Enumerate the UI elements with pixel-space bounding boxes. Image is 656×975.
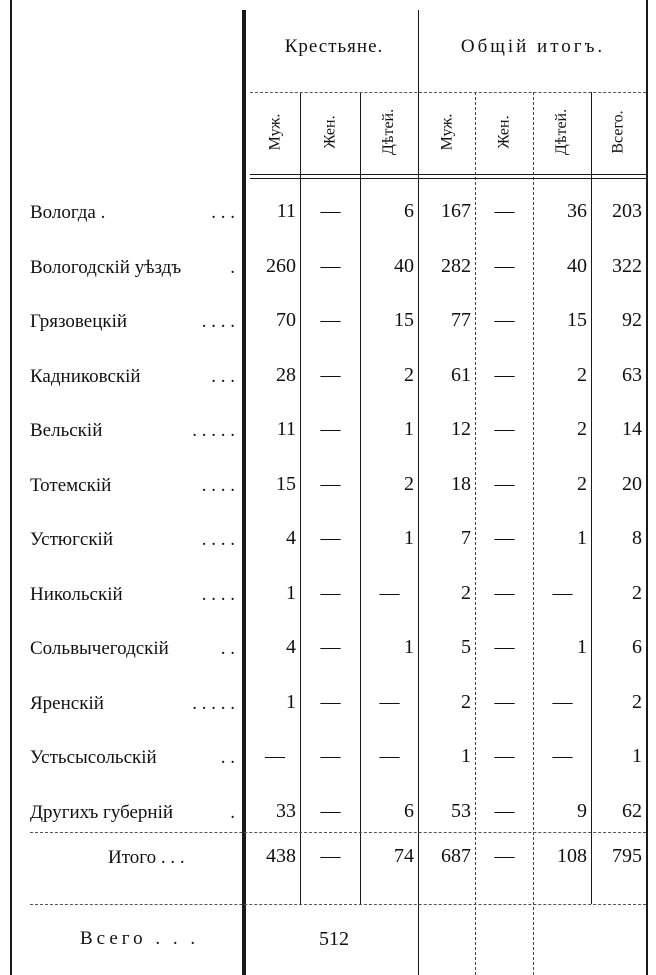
table-cell: 12 (451, 418, 471, 440)
row-label-dots: . . . . (201, 584, 235, 605)
table-cell: 33 (276, 800, 296, 822)
col-header-grand-total: Всего. (609, 110, 627, 154)
table-cell: 36 (567, 200, 587, 222)
table-cell: 1 (286, 582, 296, 604)
table-cell: 92 (622, 309, 642, 331)
table-cell-empty: — (494, 582, 515, 604)
table-cell: 8 (632, 527, 642, 549)
table-cell: 687 (441, 845, 471, 867)
total-row-label: Итого . . . (108, 847, 185, 868)
table-cell: 40 (394, 255, 414, 277)
grand-total-value: 512 (319, 928, 349, 950)
group-header-peasants: Крестьяне. (284, 36, 384, 57)
table-cell: 203 (612, 200, 642, 222)
table-cell-empty: — (494, 745, 515, 767)
col-header-peasant-women: Жен. (321, 115, 339, 149)
table-cell-empty: — (494, 255, 515, 277)
row-label-text: Устюгскій (30, 529, 114, 550)
row-label (30, 257, 235, 279)
table-cell-empty: — (494, 845, 515, 867)
row-label-dots: . . . . (201, 529, 235, 550)
table-cell-empty: — (320, 473, 341, 495)
row-label (30, 638, 235, 660)
table-cell: 2 (632, 691, 642, 713)
table-cell-empty: — (494, 636, 515, 658)
table-cell-empty: — (320, 418, 341, 440)
table-cell: 2 (461, 582, 471, 604)
total-rule (30, 832, 646, 833)
table-cell: 14 (622, 418, 642, 440)
label-column-rule (242, 10, 246, 975)
table-cell-empty: — (379, 582, 400, 604)
row-label-text: Грязовецкій (30, 311, 128, 332)
table-cell-empty: — (494, 800, 515, 822)
table-cell: 1 (577, 636, 587, 658)
row-label (30, 366, 235, 388)
table-cell-empty: — (552, 691, 573, 713)
row-label-text: Вельскій (30, 420, 103, 441)
table-cell: 6 (404, 800, 414, 822)
row-label (30, 202, 235, 224)
table-cell: 9 (577, 800, 587, 822)
header-bottom-rule (250, 174, 646, 175)
row-label (30, 420, 235, 442)
header-bottom-rule-2 (250, 178, 646, 179)
table-cell: 77 (451, 309, 471, 331)
table-cell: 2 (577, 473, 587, 495)
table-cell-empty: — (320, 845, 341, 867)
table-cell: 2 (577, 364, 587, 386)
table-cell: 11 (276, 418, 296, 440)
row-label-text: Устьсысольскій (30, 747, 157, 768)
row-label-text: Никольскій (30, 584, 123, 605)
row-label-dots: . . . . . (192, 693, 235, 714)
row-label-dots: . (230, 257, 235, 278)
row-label-dots: . . . (211, 202, 235, 223)
grand-total-label: Всего . . . (80, 928, 200, 949)
row-label (30, 802, 235, 824)
table-cell: 6 (404, 200, 414, 222)
row-label-text: Яренскій (30, 693, 104, 714)
table-cell: 5 (461, 636, 471, 658)
table-cell-empty: — (320, 364, 341, 386)
table-cell-empty: — (320, 582, 341, 604)
table-cell-empty: — (494, 309, 515, 331)
table-cell-empty: — (552, 745, 573, 767)
row-label-text: Вологда . (30, 202, 106, 223)
col-header-total-men: Муж. (437, 113, 455, 151)
row-label (30, 584, 235, 606)
row-label-text: Сольвычегодскій (30, 638, 169, 659)
table-cell: 2 (577, 418, 587, 440)
table-cell: 2 (404, 473, 414, 495)
table-cell: 1 (404, 418, 414, 440)
table-cell: 15 (394, 309, 414, 331)
table-cell-empty: — (265, 745, 285, 767)
table-cell-empty: — (494, 527, 515, 549)
table-cell-empty: — (379, 691, 400, 713)
table-cell: 53 (451, 800, 471, 822)
table-cell: 61 (451, 364, 471, 386)
row-label-dots: . . . . . (192, 420, 235, 441)
table-cell-empty: — (320, 309, 341, 331)
row-label-dots: . . . . (201, 311, 235, 332)
col-header-peasant-men: Муж. (265, 113, 283, 151)
table-cell-empty: — (494, 200, 515, 222)
table-cell-empty: — (320, 745, 341, 767)
table-cell: 322 (612, 255, 642, 277)
table-cell-empty: — (494, 418, 515, 440)
table-cell: 282 (441, 255, 471, 277)
table-cell: 4 (286, 636, 296, 658)
table-cell: 70 (276, 309, 296, 331)
table-cell: 74 (394, 845, 414, 867)
table-cell: 6 (632, 636, 642, 658)
col-header-peasant-children: Дѣтей. (380, 108, 398, 156)
table-cell: 2 (404, 364, 414, 386)
col-header-total-children: Дѣтей. (553, 108, 571, 156)
table-cell: 7 (461, 527, 471, 549)
table-cell: 40 (567, 255, 587, 277)
table-cell: 15 (567, 309, 587, 331)
row-label-text: Кадниковскій (30, 366, 141, 387)
table-cell: 4 (286, 527, 296, 549)
row-label-dots: . . (220, 747, 235, 768)
table-cell-empty: — (320, 636, 341, 658)
table-cell: 20 (622, 473, 642, 495)
grand-rule (30, 904, 646, 905)
table-cell-empty: — (320, 527, 341, 549)
row-label (30, 529, 235, 551)
table-cell: 2 (632, 582, 642, 604)
table-cell: 18 (451, 473, 471, 495)
table-cell: 1 (404, 636, 414, 658)
table-cell: 108 (557, 845, 587, 867)
table-cell-empty: — (379, 745, 400, 767)
table-cell: 1 (404, 527, 414, 549)
table-cell-empty: — (320, 691, 341, 713)
left-border (10, 0, 12, 975)
group-header-total: Общій итогъ. (460, 36, 606, 57)
table-cell: 15 (276, 473, 296, 495)
table-cell-empty: — (320, 800, 341, 822)
row-label-text: Вологодскій уѣздъ (30, 257, 182, 278)
row-label (30, 693, 235, 715)
row-label-dots: . . . (211, 366, 235, 387)
table-cell: 795 (612, 845, 642, 867)
table-cell: 438 (266, 845, 296, 867)
table-cell: 62 (622, 800, 642, 822)
table-cell-empty: — (494, 473, 515, 495)
table-cell: 1 (577, 527, 587, 549)
row-label (30, 311, 235, 333)
table-cell: 1 (286, 691, 296, 713)
table-cell: 28 (276, 364, 296, 386)
table-cell-empty: — (320, 255, 341, 277)
table-cell: 260 (266, 255, 296, 277)
table-cell: 2 (461, 691, 471, 713)
table-cell: 167 (441, 200, 471, 222)
table-cell-empty: — (320, 200, 341, 222)
table-cell-empty: — (494, 364, 515, 386)
row-label-text: Тотемскій (30, 475, 112, 496)
table-cell: 1 (632, 745, 642, 767)
table-cell: 63 (622, 364, 642, 386)
table-cell-empty: — (494, 691, 515, 713)
table-cell: 1 (461, 745, 471, 767)
row-label-dots: . . (220, 638, 235, 659)
row-label-dots: . (230, 802, 235, 823)
row-label (30, 747, 235, 769)
row-label (30, 475, 235, 497)
row-label-dots: . . . . (201, 475, 235, 496)
table-cell: 11 (276, 200, 296, 222)
row-label-text: Другихъ губерній (30, 802, 174, 823)
col-header-total-women: Жен. (495, 115, 513, 149)
right-border (646, 0, 648, 975)
table-cell-empty: — (552, 582, 573, 604)
